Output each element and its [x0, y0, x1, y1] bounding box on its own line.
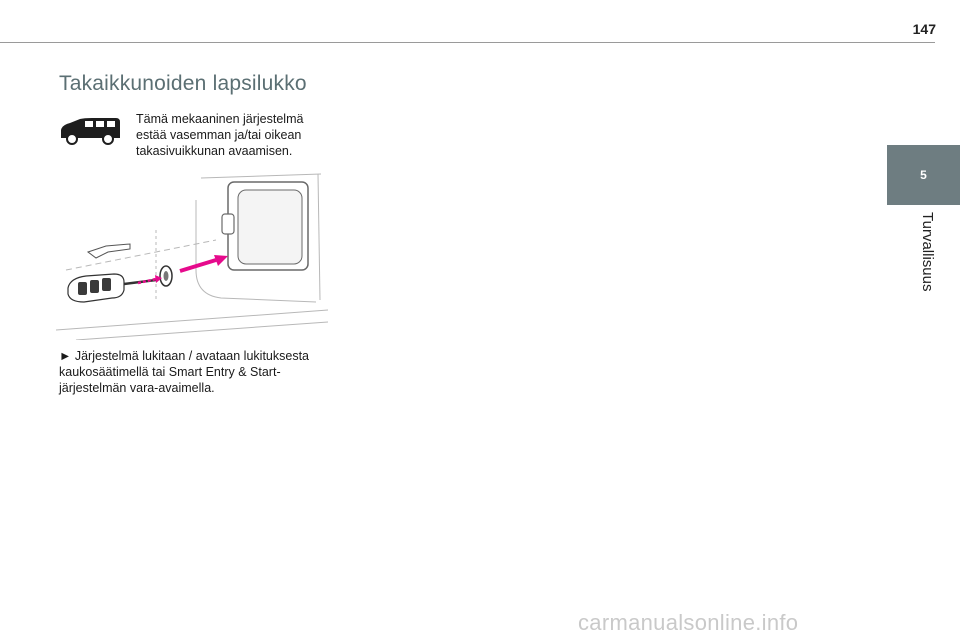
key-fob-icon [68, 274, 156, 302]
child-lock-illustration [56, 170, 328, 340]
watermark: carmanualsonline.info [578, 610, 799, 635]
instruction-line: järjestelmän vara-avaimella. [59, 381, 215, 395]
intro-line: Tämä mekaaninen järjestelmä [136, 112, 304, 126]
chapter-label [898, 212, 948, 312]
van-icon [58, 114, 122, 146]
intro-text [136, 111, 336, 159]
intro-line: takasivuikkunan avaamisen. [136, 144, 293, 158]
header-divider [0, 42, 935, 43]
section-title: Takaikkunoiden lapsilukko [59, 72, 307, 95]
intro-line: estää vasemman ja/tai oikean [136, 128, 302, 142]
instruction-line: kaukosäätimellä tai Smart Entry & Start- [59, 365, 281, 379]
page-number: 147 [912, 21, 936, 37]
instruction-line: ► Järjestelmä lukitaan / avataan lukituksesta [59, 349, 309, 363]
chapter-tab[interactable]: 5 [887, 145, 960, 205]
instruction-text [59, 348, 359, 396]
chapter-label-text: Turvallisuus [919, 212, 936, 292]
